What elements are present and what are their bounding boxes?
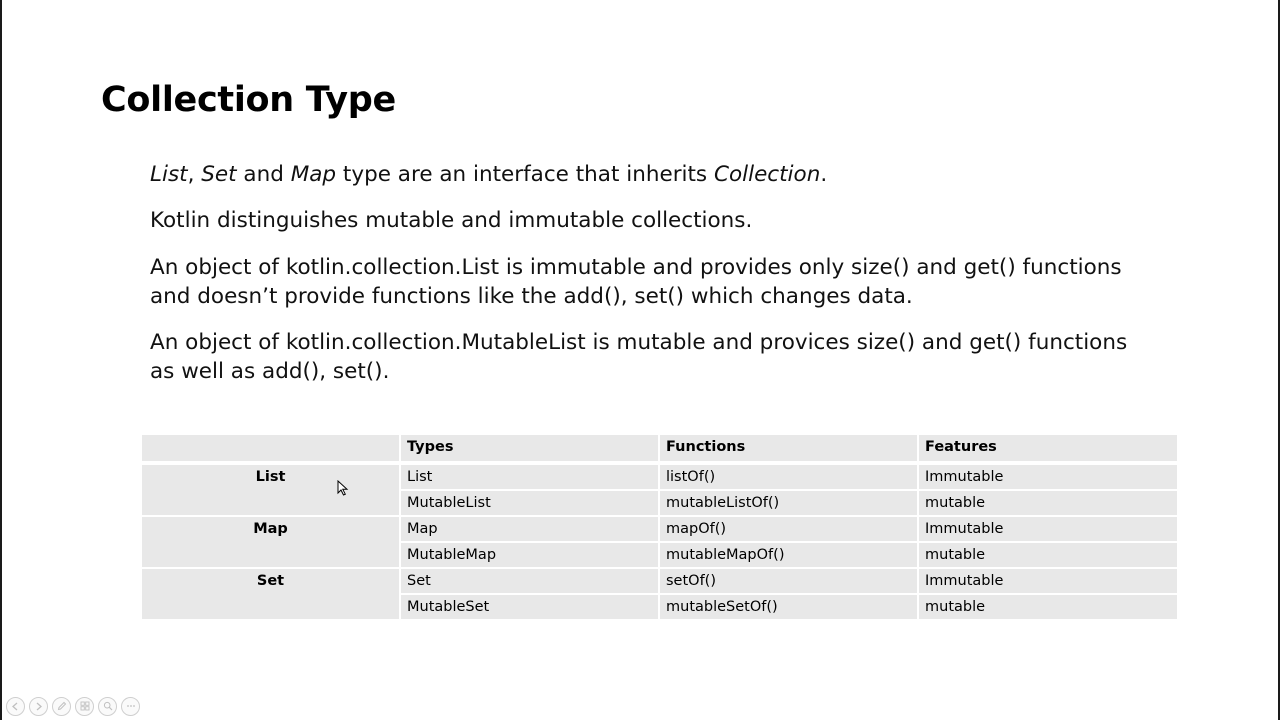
slide-title: Collection Type — [101, 80, 396, 120]
cell-feature: mutable — [918, 542, 1178, 568]
header-empty — [141, 434, 400, 463]
cell-function: setOf() — [659, 568, 918, 594]
paragraph-mutable-immutable: Kotlin distinguishes mutable and immutable collections. — [150, 208, 753, 233]
header-types: Types — [400, 434, 659, 463]
cell-type: MutableSet — [400, 594, 659, 620]
cell-type: List — [400, 463, 659, 490]
paragraph-list-immutable: An object of kotlin.collection.List is immutable and provides only size() and get() functions and doesn’t provide functions like the add(), set() which changes data. — [150, 255, 1122, 309]
group-label-list: List — [141, 463, 400, 516]
previous-slide-icon[interactable] — [6, 697, 25, 716]
table-header-row — [141, 434, 1178, 463]
cell-feature: mutable — [918, 490, 1178, 516]
cell-feature: Immutable — [918, 463, 1178, 490]
term-collection: Collection — [713, 162, 821, 187]
text-end: . — [820, 162, 828, 187]
slides-grid-icon[interactable] — [75, 697, 94, 716]
mouse-pointer-icon — [337, 480, 349, 496]
table-row — [141, 463, 1178, 490]
zoom-icon[interactable] — [98, 697, 117, 716]
group-label-map: Map — [141, 516, 400, 568]
paragraph-collection-interfaces — [150, 160, 1150, 189]
text-sep1: , — [187, 162, 202, 187]
cell-feature: Immutable — [918, 516, 1178, 542]
cell-function: mutableListOf() — [659, 490, 918, 516]
text-mid: type are an interface that inherits — [336, 162, 714, 187]
cell-type: Map — [400, 516, 659, 542]
header-functions: Functions — [659, 434, 918, 463]
slideshow-toolbar — [6, 695, 140, 717]
cell-feature: mutable — [918, 594, 1178, 620]
cell-function: listOf() — [659, 463, 918, 490]
table-row — [141, 516, 1178, 542]
header-features: Features — [918, 434, 1178, 463]
cell-function: mapOf() — [659, 516, 918, 542]
cell-type: MutableList — [400, 490, 659, 516]
term-list: List — [150, 162, 188, 187]
table-row — [141, 568, 1178, 594]
term-map: Map — [290, 162, 337, 187]
cell-type: MutableMap — [400, 542, 659, 568]
term-set: Set — [201, 162, 237, 187]
next-slide-icon[interactable] — [29, 697, 48, 716]
collection-table — [140, 433, 1179, 621]
cell-feature: Immutable — [918, 568, 1178, 594]
pen-icon[interactable] — [52, 697, 71, 716]
cell-function: mutableSetOf() — [659, 594, 918, 620]
cell-type: Set — [400, 568, 659, 594]
group-label-set: Set — [141, 568, 400, 620]
paragraph-mutablelist: An object of kotlin.collection.MutableList is mutable and provices size() and get() functions as well as add(), set(). — [150, 330, 1128, 384]
text-sep2: and — [236, 162, 291, 187]
cell-function: mutableMapOf() — [659, 542, 918, 568]
more-options-icon[interactable] — [121, 697, 140, 716]
